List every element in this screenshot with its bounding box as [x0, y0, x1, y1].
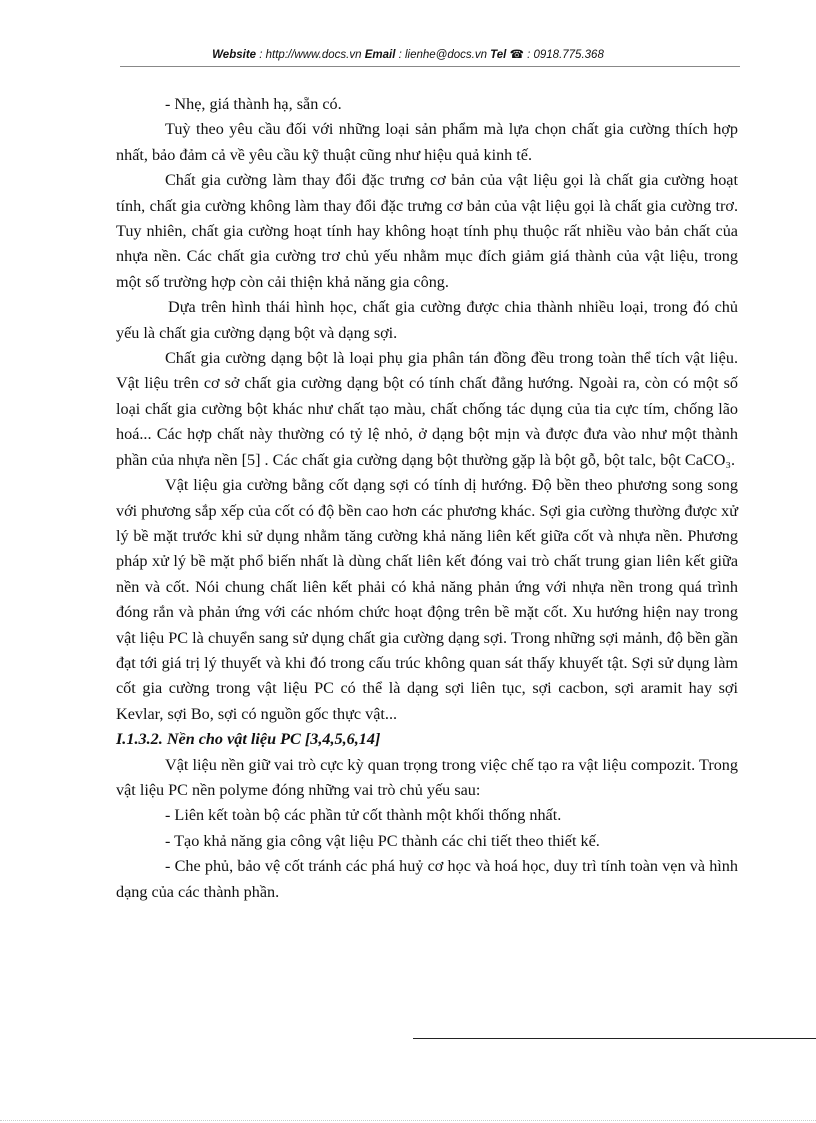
document-body — [116, 92, 738, 905]
page-edge — [0, 1120, 816, 1121]
tel-label: Tel — [490, 49, 507, 61]
paragraph-active-inert: Chất gia cường làm thay đổi đặc trưng cơ bản của vật liệu gọi là chất gia cường hoạt tính, chất gia cường không làm thay đổi đặc trưng cơ bản của vật liệu gọi là chất gia cường trơ. Tuy nhiên, chất gia cường hoạt tính hay không hoạt tính phụ thuộc rất nhiều vào bản chất của nhựa nền. Các chất gia cường trơ chủ yếu nhằm mục đích giảm giá thành của vật liệu, trong một số trường hợp còn cải thiện khả năng gia công. — [116, 171, 738, 291]
paragraph-bullet-light: - Nhẹ, giá thành hạ, sẵn có. — [165, 95, 342, 113]
email-label: Email — [364, 49, 396, 61]
paragraph-bullet-process: - Tạo khả năng gia công vật liệu PC thành các chi tiết theo thiết kế. — [165, 831, 600, 850]
header-divider — [120, 66, 740, 67]
page-header — [0, 47, 816, 61]
paragraph-powder: Chất gia cường dạng bột là loại phụ gia phân tán đồng đều trong toàn thể tích vật liệu. Vật liệu trên cơ sở chất gia cường dạng bột có tính chất đẳng hướng. Ngoài ra, còn có một số loại chất gia cường bột khác như chất tạo màu, chất chống tác dụng của tia cực tím, chống lão hoá... Các hợp chất này thường có tỷ lệ nhỏ, ở dạng bột mịn và được đưa vào như một thành phần của nhựa nền [5] . Các chất gia cường dạng bột thường gặp là bột gỗ, bột talc, bột CaCO₃. — [116, 349, 738, 469]
email-value: : lienhe@docs.vn — [395, 49, 491, 61]
paragraph-selection: Tuỳ theo yêu cầu đối với những loại sản phẩm mà lựa chọn chất gia cường thích hợp nhất, bảo đảm cả về yêu cầu kỹ thuật cũng như hiệu quả kinh tế. — [116, 120, 738, 164]
paragraph-geometry: Dựa trên hình thái hình học, chất gia cường được chia thành nhiều loại, trong đó chủ yếu là chất gia cường dạng bột và dạng sợi. — [116, 298, 738, 342]
footer-divider — [413, 1038, 816, 1039]
paragraph-bullet-protect: - Che phủ, bảo vệ cốt tránh các phá huỷ cơ học và hoá học, duy trì tính toàn vẹn và hình dạng của các thành phần. — [116, 857, 738, 901]
website-value: : http://www.docs.vn — [256, 49, 365, 61]
paragraph-fiber: Vật liệu gia cường bằng cốt dạng sợi có tính dị hướng. Độ bền theo phương song song với phương sắp xếp của cốt có độ bền cao hơn các phương khác. Sợi gia cường thường được xử lý bề mặt trước khi sử dụng nhằm tăng cường khả năng liên kết giữa cốt và nhựa nền. Phương pháp xử lý bề mặt phổ biến nhất là dùng chất liên kết đóng vai trò chất trung gian liên kết giữa nền và cốt. Nói chung chất liên kết phải có khả năng phản ứng với nhựa nền trong quá trình đóng rắn và phản ứng với các nhóm chức hoạt động trên bề mặt cốt. Xu hướng hiện nay trong vật liệu PC là chuyển sang sử dụng chất gia cường dạng sợi. Trong những sợi mảnh, độ bền gần đạt tới giá trị lý thuyết và khi đó trong cấu trúc không quan sát thấy khuyết tật. Sợi sử dụng làm cốt gia cường trong vật liệu PC có thể là dạng sợi liên tục, sợi cacbon, sợi aramit hay sợi Kevlar, sợi Bo, sợi có nguồn gốc thực vật... — [116, 476, 738, 723]
website-label: Website — [212, 49, 257, 61]
tel-value: : 0918.775.368 — [523, 49, 604, 61]
paragraph-bullet-bind: - Liên kết toàn bộ các phần tử cốt thành một khối thống nhất. — [165, 806, 562, 825]
phone-icon: ☎ — [509, 49, 524, 61]
paragraph-matrix-intro: Vật liệu nền giữ vai trò cực kỳ quan trọng trong việc chế tạo ra vật liệu compozit. Trong vật liệu PC nền polyme đóng những vai trò chủ yếu sau: — [116, 755, 738, 799]
section-heading: I.1.3.2. Nền cho vật liệu PC [3,4,5,6,14] — [116, 730, 381, 749]
